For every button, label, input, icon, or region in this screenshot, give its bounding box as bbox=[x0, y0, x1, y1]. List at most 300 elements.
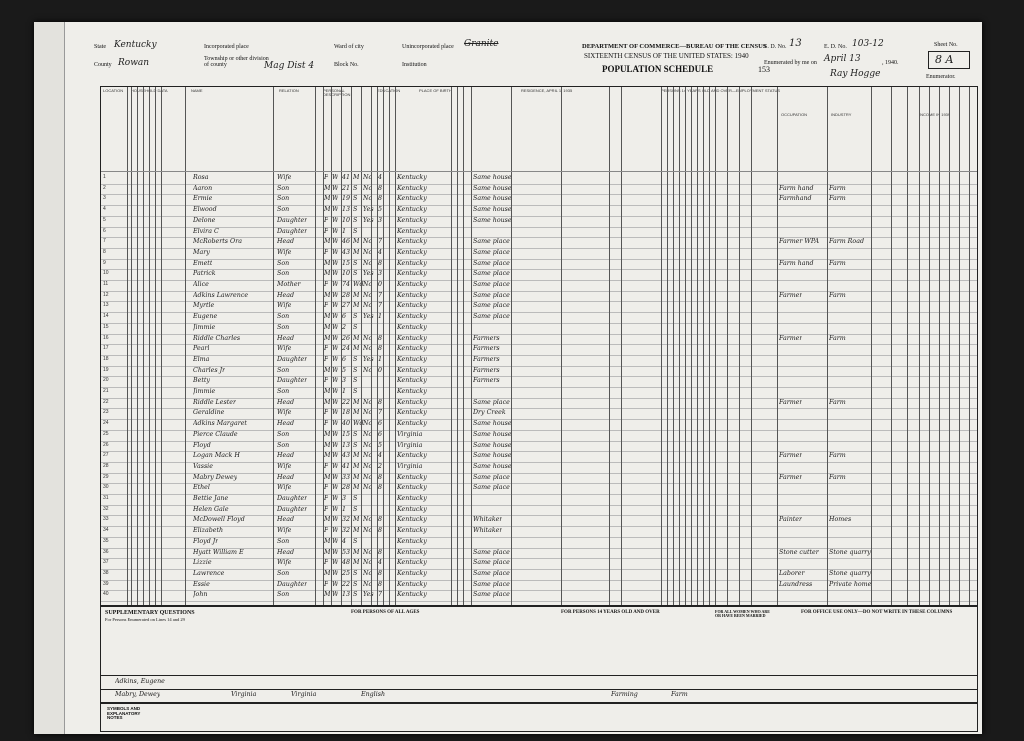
marital-cell: Wd bbox=[353, 281, 364, 288]
age-cell: 32 bbox=[342, 516, 351, 524]
birthplace-cell: Kentucky bbox=[397, 559, 427, 567]
residence-cell: Farmers bbox=[473, 355, 500, 363]
birthplace-cell: Kentucky bbox=[397, 334, 427, 342]
race-cell: W bbox=[332, 495, 339, 502]
institution-label: Institution bbox=[402, 62, 427, 68]
birthplace-cell: Kentucky bbox=[397, 195, 427, 203]
row-number: 35 bbox=[103, 537, 109, 544]
census-sheet bbox=[34, 22, 982, 734]
grade-cell: 8 bbox=[378, 184, 383, 192]
marital-cell: S bbox=[353, 195, 358, 203]
marital-cell: M bbox=[353, 462, 360, 470]
row-rule bbox=[101, 408, 977, 409]
race-cell: W bbox=[332, 238, 339, 246]
column-rule bbox=[383, 87, 384, 605]
col-education: EDUCATION bbox=[377, 89, 401, 93]
age-cell: 13 bbox=[342, 441, 351, 449]
relation-cell: Head bbox=[277, 291, 295, 299]
age-cell: 43 bbox=[342, 452, 351, 460]
sex-cell: M bbox=[324, 473, 331, 481]
relation-cell: Wife bbox=[277, 409, 292, 417]
relation-cell: Son bbox=[277, 441, 290, 449]
column-rule bbox=[395, 87, 396, 605]
residence-cell: Farmers bbox=[473, 377, 500, 385]
occupation-cell: Farmhand bbox=[779, 195, 812, 203]
column-rule bbox=[679, 87, 680, 605]
age-cell: 22 bbox=[342, 580, 351, 588]
schedule-title: POPULATION SCHEDULE bbox=[602, 64, 714, 74]
age-cell: 22 bbox=[342, 398, 351, 406]
relation-cell: Daughter bbox=[277, 355, 308, 363]
birthplace-cell: Kentucky bbox=[397, 345, 427, 353]
row-rule bbox=[101, 558, 977, 559]
row-rule bbox=[101, 590, 977, 591]
supp-divider bbox=[101, 689, 977, 690]
col-occupation: OCCUPATION bbox=[781, 113, 808, 117]
grade-cell: 5 bbox=[378, 206, 383, 214]
race-cell: W bbox=[332, 559, 339, 567]
school-cell: No bbox=[363, 345, 373, 353]
name-cell: Helen Gale bbox=[193, 505, 229, 513]
marital-cell: M bbox=[353, 238, 360, 246]
industry-cell: Farm Road bbox=[829, 238, 864, 246]
birthplace-cell: Kentucky bbox=[397, 206, 427, 214]
column-rule bbox=[331, 87, 332, 605]
marital-cell: S bbox=[353, 580, 358, 588]
column-rule bbox=[457, 87, 458, 605]
race-cell: W bbox=[332, 441, 339, 449]
column-rule bbox=[827, 87, 828, 605]
residence-cell: Same place bbox=[473, 259, 510, 267]
race-cell: W bbox=[332, 248, 339, 256]
race-cell: W bbox=[332, 505, 339, 513]
birthplace-cell: Kentucky bbox=[397, 420, 427, 428]
race-cell: W bbox=[332, 516, 339, 524]
occupation-cell: Stone cutter bbox=[779, 548, 819, 556]
grade-cell: 5 bbox=[378, 441, 383, 449]
age-cell: 33 bbox=[342, 473, 351, 481]
marital-cell: S bbox=[353, 388, 358, 395]
birthplace-cell: Kentucky bbox=[397, 302, 427, 310]
row-rule bbox=[101, 462, 977, 463]
column-rule bbox=[907, 87, 908, 605]
name-cell: Vassie bbox=[193, 462, 213, 470]
school-cell: No bbox=[363, 420, 373, 428]
supp-industry: Farm bbox=[671, 691, 688, 698]
birthplace-cell: Kentucky bbox=[397, 323, 427, 331]
relation-cell: Daughter bbox=[277, 580, 308, 588]
age-cell: 24 bbox=[342, 345, 351, 353]
residence-cell: Same place bbox=[473, 580, 510, 588]
row-rule bbox=[101, 483, 977, 484]
supplementary-section bbox=[100, 606, 978, 704]
age-cell: 21 bbox=[342, 184, 351, 192]
row-rule bbox=[101, 344, 977, 345]
race-cell: W bbox=[332, 206, 339, 214]
marital-cell: M bbox=[353, 409, 360, 417]
relation-cell: Head bbox=[277, 398, 295, 406]
name-cell: Mabry Dewey bbox=[193, 473, 238, 481]
age-cell: 5 bbox=[342, 366, 347, 374]
column-rule bbox=[377, 87, 378, 605]
marital-cell: S bbox=[353, 377, 358, 385]
state-value: Kentucky bbox=[114, 40, 157, 50]
name-cell: Patrick bbox=[193, 270, 216, 278]
industry-cell: Farm bbox=[829, 291, 846, 299]
birthplace-cell: Kentucky bbox=[397, 184, 427, 192]
grade-cell: 1 bbox=[378, 355, 383, 363]
relation-cell: Wife bbox=[277, 484, 292, 492]
sex-cell: M bbox=[324, 388, 331, 395]
grade-cell: 8 bbox=[378, 259, 383, 267]
relation-cell: Son bbox=[277, 206, 290, 214]
row-number: 40 bbox=[103, 591, 109, 598]
birthplace-cell: Kentucky bbox=[397, 409, 427, 417]
row-number: 7 bbox=[103, 238, 106, 245]
row-rule bbox=[101, 526, 977, 527]
relation-cell: Head bbox=[277, 473, 295, 481]
supp-subtitle: For Persons Enumerated on Lines 14 and 29 bbox=[105, 617, 185, 622]
grade-cell: 3 bbox=[378, 270, 383, 278]
ed-value: 103-12 bbox=[852, 39, 884, 49]
grade-cell: 7 bbox=[378, 291, 383, 299]
age-cell: 41 bbox=[342, 462, 351, 470]
race-cell: W bbox=[332, 484, 339, 492]
column-rule bbox=[323, 87, 324, 605]
sex-cell: M bbox=[324, 334, 331, 342]
row-number: 19 bbox=[103, 366, 109, 373]
row-number: 30 bbox=[103, 484, 109, 491]
race-cell: W bbox=[332, 184, 339, 192]
school-cell: No bbox=[363, 559, 373, 567]
relation-cell: Daughter bbox=[277, 505, 308, 513]
column-rule bbox=[727, 87, 728, 605]
name-cell: Betty bbox=[193, 377, 210, 385]
column-rule bbox=[891, 87, 892, 605]
industry-cell: Farm bbox=[829, 259, 846, 267]
marital-cell: M bbox=[353, 291, 360, 299]
name-cell: Elwood bbox=[193, 206, 217, 214]
sex-cell: M bbox=[324, 516, 331, 524]
sex-cell: F bbox=[324, 505, 329, 513]
row-number: 20 bbox=[103, 377, 109, 384]
relation-cell: Wife bbox=[277, 302, 292, 310]
grade-cell: 8 bbox=[378, 195, 383, 203]
age-cell: 43 bbox=[342, 248, 351, 256]
sex-cell: F bbox=[324, 420, 329, 428]
page-number: 153 bbox=[758, 65, 770, 74]
grade-cell: 0 bbox=[378, 281, 383, 288]
relation-cell: Head bbox=[277, 452, 295, 460]
column-rule bbox=[451, 87, 452, 605]
row-number: 13 bbox=[103, 302, 109, 309]
occupation-cell: Farmer bbox=[779, 473, 803, 481]
col-income: INCOME IN 1939 bbox=[919, 113, 951, 117]
row-number: 36 bbox=[103, 548, 109, 555]
race-cell: W bbox=[332, 302, 339, 310]
sex-cell: F bbox=[324, 227, 329, 235]
row-number: 38 bbox=[103, 569, 109, 576]
column-rule bbox=[939, 87, 940, 605]
relation-cell: Daughter bbox=[277, 216, 308, 224]
age-cell: 15 bbox=[342, 430, 351, 438]
marital-cell: S bbox=[353, 430, 358, 438]
column-rule bbox=[149, 87, 150, 605]
name-cell: Myrtle bbox=[193, 302, 215, 310]
school-cell: No bbox=[363, 195, 373, 203]
birthplace-cell: Kentucky bbox=[397, 516, 427, 524]
row-rule bbox=[101, 312, 977, 313]
sex-cell: M bbox=[324, 452, 331, 460]
grade-cell: 8 bbox=[378, 516, 383, 524]
name-cell: Elvira C bbox=[193, 227, 219, 235]
column-rule bbox=[131, 87, 132, 605]
school-cell: No bbox=[363, 334, 373, 342]
residence-cell: Same place bbox=[473, 302, 510, 310]
column-rule bbox=[691, 87, 692, 605]
sex-cell: M bbox=[324, 313, 331, 321]
row-rule bbox=[101, 323, 977, 324]
relation-cell: Wife bbox=[277, 462, 292, 470]
race-cell: W bbox=[332, 355, 339, 363]
row-rule bbox=[101, 601, 977, 602]
row-number: 4 bbox=[103, 206, 106, 213]
relation-cell: Son bbox=[277, 569, 290, 577]
grade-cell: 2 bbox=[378, 462, 383, 470]
marital-cell: M bbox=[353, 516, 360, 524]
residence-cell: Same place bbox=[473, 291, 510, 299]
column-rule bbox=[661, 87, 662, 605]
marital-cell: M bbox=[353, 473, 360, 481]
row-number: 17 bbox=[103, 345, 109, 352]
relation-cell: Wife bbox=[277, 559, 292, 567]
name-cell: Charles Jr bbox=[193, 366, 226, 374]
birthplace-cell: Virginia bbox=[397, 430, 423, 438]
row-number: 8 bbox=[103, 248, 106, 255]
grade-cell: 8 bbox=[378, 527, 383, 535]
grade-cell: 8 bbox=[378, 334, 383, 342]
supp-language: English bbox=[361, 691, 385, 698]
grade-cell: 8 bbox=[378, 473, 383, 481]
age-cell: 13 bbox=[342, 206, 351, 214]
residence-cell: Same house bbox=[473, 441, 512, 449]
grade-cell: 7 bbox=[378, 409, 383, 417]
column-rule bbox=[685, 87, 686, 605]
school-cell: No bbox=[363, 398, 373, 406]
column-rule bbox=[751, 87, 752, 605]
school-cell: No bbox=[363, 580, 373, 588]
header-rule bbox=[101, 171, 977, 172]
birthplace-cell: Kentucky bbox=[397, 174, 427, 181]
age-cell: 6 bbox=[342, 313, 347, 321]
residence-cell: Same place bbox=[473, 548, 510, 556]
grade-cell: 8 bbox=[378, 484, 383, 492]
name-cell: Adkins Margaret bbox=[193, 420, 247, 428]
name-cell: Pierce Claude bbox=[193, 430, 238, 438]
column-rule bbox=[673, 87, 674, 605]
birthplace-cell: Kentucky bbox=[397, 281, 427, 288]
occupation-cell: Painter bbox=[779, 516, 803, 524]
birthplace-cell: Kentucky bbox=[397, 216, 427, 224]
grade-cell: 4 bbox=[378, 248, 383, 256]
marital-cell: S bbox=[353, 505, 358, 513]
school-cell: Yes bbox=[363, 216, 374, 224]
race-cell: W bbox=[332, 409, 339, 417]
name-cell: Jimmie bbox=[193, 323, 216, 331]
marital-cell: S bbox=[353, 355, 358, 363]
birthplace-cell: Kentucky bbox=[397, 270, 427, 278]
race-cell: W bbox=[332, 569, 339, 577]
occupation-cell: Farmer bbox=[779, 291, 803, 299]
relation-cell: Son bbox=[277, 366, 290, 374]
school-cell: No bbox=[363, 281, 373, 288]
residence-cell: Same place bbox=[473, 484, 510, 492]
grade-cell: 8 bbox=[378, 548, 383, 556]
race-cell: W bbox=[332, 430, 339, 438]
name-cell: John bbox=[193, 591, 208, 599]
school-cell: Yes bbox=[363, 270, 374, 278]
industry-cell: Homes bbox=[829, 516, 852, 524]
school-cell: No bbox=[363, 462, 373, 470]
row-number: 2 bbox=[103, 184, 106, 191]
marital-cell: S bbox=[353, 569, 358, 577]
row-rule bbox=[101, 355, 977, 356]
residence-cell: Same place bbox=[473, 559, 510, 567]
birthplace-cell: Kentucky bbox=[397, 377, 427, 385]
row-rule bbox=[101, 248, 977, 249]
census-title: SIXTEENTH CENSUS OF THE UNITED STATES: 1940 bbox=[584, 52, 749, 60]
col-birthplace: PLACE OF BIRTH bbox=[419, 89, 452, 93]
marital-cell: M bbox=[353, 452, 360, 460]
supp-all-ages: FOR PERSONS OF ALL AGES bbox=[351, 610, 420, 615]
sex-cell: F bbox=[324, 302, 329, 310]
industry-cell: Farm bbox=[829, 452, 846, 460]
school-cell: No bbox=[363, 174, 373, 181]
grade-cell: 8 bbox=[378, 398, 383, 406]
residence-cell: Same house bbox=[473, 430, 512, 438]
occupation-cell: Laundress bbox=[779, 580, 813, 588]
school-cell: No bbox=[363, 238, 373, 246]
race-cell: W bbox=[332, 313, 339, 321]
column-rule bbox=[777, 87, 778, 605]
sheet-label: Sheet No. bbox=[934, 42, 958, 48]
marital-cell: S bbox=[353, 495, 358, 502]
binding-margin bbox=[34, 22, 65, 734]
column-rule bbox=[511, 87, 512, 605]
residence-cell: Same house bbox=[473, 184, 512, 192]
row-number: 29 bbox=[103, 473, 109, 480]
relation-cell: Wife bbox=[277, 527, 292, 535]
name-cell: Floyd bbox=[193, 441, 211, 449]
row-rule bbox=[101, 387, 977, 388]
ed-label: E. D. No. bbox=[824, 44, 847, 50]
age-cell: 1 bbox=[342, 505, 347, 513]
relation-cell: Son bbox=[277, 184, 290, 192]
industry-cell: Farm bbox=[829, 195, 846, 203]
race-cell: W bbox=[332, 388, 339, 395]
name-cell: Ermie bbox=[193, 195, 213, 203]
sex-cell: M bbox=[324, 366, 331, 374]
grade-cell: 8 bbox=[378, 580, 383, 588]
column-rule bbox=[949, 87, 950, 605]
sex-cell: M bbox=[324, 259, 331, 267]
county-label: County bbox=[94, 62, 112, 68]
marital-cell: S bbox=[353, 206, 358, 214]
column-rule bbox=[361, 87, 362, 605]
school-cell: No bbox=[363, 441, 373, 449]
residence-cell: Farmers bbox=[473, 334, 500, 342]
relation-cell: Mother bbox=[277, 281, 301, 288]
race-cell: W bbox=[332, 462, 339, 470]
school-cell: No bbox=[363, 484, 373, 492]
industry-cell: Farm bbox=[829, 184, 846, 192]
col-industry: INDUSTRY bbox=[831, 113, 852, 117]
grade-cell: 4 bbox=[378, 559, 383, 567]
occupation-cell: Farm hand bbox=[779, 259, 814, 267]
col-location: LOCATION bbox=[103, 89, 124, 93]
birthplace-cell: Kentucky bbox=[397, 398, 427, 406]
race-cell: W bbox=[332, 195, 339, 203]
column-rule bbox=[273, 87, 274, 605]
relation-cell: Son bbox=[277, 259, 290, 267]
relation-cell: Daughter bbox=[277, 227, 308, 235]
school-cell: No bbox=[363, 302, 373, 310]
sex-cell: M bbox=[324, 569, 331, 577]
age-cell: 26 bbox=[342, 334, 351, 342]
race-cell: W bbox=[332, 270, 339, 278]
column-rule bbox=[871, 87, 872, 605]
occupation-cell: Laborer bbox=[779, 569, 805, 577]
grade-cell: 1 bbox=[378, 313, 383, 321]
row-number: 22 bbox=[103, 398, 109, 405]
col-residence: RESIDENCE, APRIL 1, 1935 bbox=[521, 89, 573, 93]
supp-women: FOR ALL WOMEN WHO ARE OR HAVE BEEN MARRIED bbox=[715, 609, 770, 618]
residence-cell: Same place bbox=[473, 313, 510, 321]
column-rule bbox=[161, 87, 162, 605]
column-rule bbox=[715, 87, 716, 605]
age-cell: 18 bbox=[342, 409, 351, 417]
col-household: HOUSEHOLD DATA bbox=[131, 89, 168, 93]
sex-cell: M bbox=[324, 537, 331, 545]
birthplace-cell: Virginia bbox=[397, 462, 423, 470]
row-number: 11 bbox=[103, 281, 109, 287]
relation-cell: Head bbox=[277, 238, 295, 246]
marital-cell: S bbox=[353, 537, 358, 545]
name-cell: Rosa bbox=[193, 174, 209, 181]
age-cell: 3 bbox=[342, 495, 347, 502]
column-rule bbox=[371, 87, 372, 605]
row-number: 25 bbox=[103, 430, 109, 437]
marital-cell: S bbox=[353, 313, 358, 321]
race-cell: W bbox=[332, 420, 339, 428]
sex-cell: M bbox=[324, 548, 331, 556]
sex-cell: M bbox=[324, 441, 331, 449]
residence-cell: Whitaker bbox=[473, 516, 503, 524]
relation-cell: Head bbox=[277, 334, 295, 342]
birthplace-cell: Kentucky bbox=[397, 569, 427, 577]
column-rule bbox=[463, 87, 464, 605]
residence-cell: Same house bbox=[473, 206, 512, 214]
birthplace-cell: Kentucky bbox=[397, 248, 427, 256]
column-rule bbox=[929, 87, 930, 605]
sex-cell: F bbox=[324, 484, 329, 492]
column-rule bbox=[667, 87, 668, 605]
grade-cell: 8 bbox=[378, 569, 383, 577]
name-cell: Emett bbox=[193, 259, 213, 267]
row-number: 37 bbox=[103, 559, 109, 566]
age-cell: 6 bbox=[342, 355, 347, 363]
school-cell: No bbox=[363, 430, 373, 438]
